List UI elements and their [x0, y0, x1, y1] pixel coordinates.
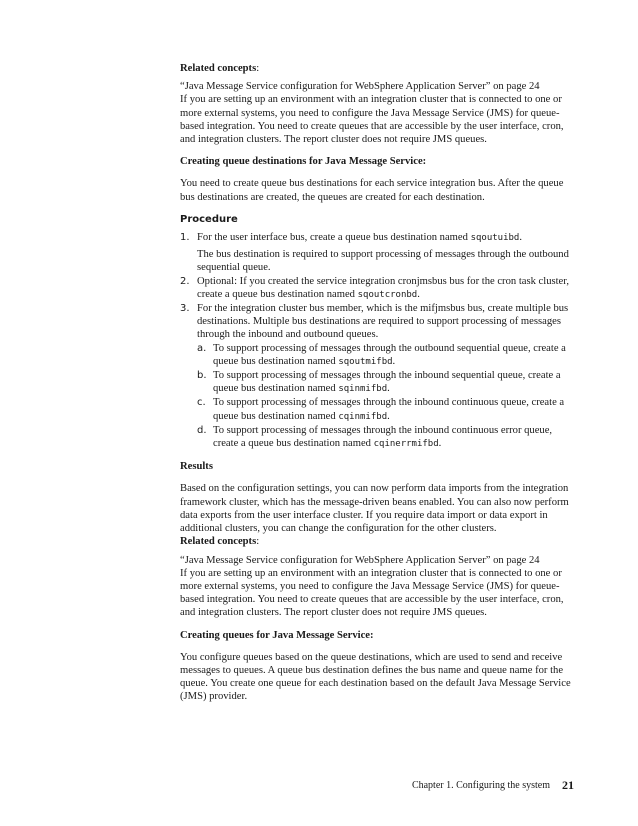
substep-code: sqoutmifbd	[338, 356, 393, 367]
related-concepts-label-2: Related concepts	[180, 536, 257, 548]
step-text-pre: For the user interface bus, create a queue bus destination named	[197, 232, 471, 244]
substep-a	[181, 342, 578, 369]
related-desc-1: If you are setting up an environment with an integration cluster that is connected to one or more external systems, you need to configure the Java Message Service (JMS) for queue-based integration. You need to create queues that are accessible by the user interface, cron, and integration clusters. The report cluster does not require JMS queues.	[180, 94, 564, 146]
substep-text	[213, 424, 578, 451]
procedure-step-2	[180, 275, 578, 302]
substep-text-post: .	[387, 383, 390, 395]
substep-text	[213, 369, 578, 396]
step-text: For the integration cluster bus member, which is the mifjmsbus bus, create multiple bus destinations. Multiple bus destinations are required to support processing of messages through the inbound and outbound queues.	[197, 303, 569, 341]
section-intro-queues: You configure queues based on the queue destinations, which are used to send and receive messages to queues. A queue bus destination defines the bus name and queue name for the queue. You create one queue for each destination based on the default Java Message Service (JMS) provider.	[180, 651, 571, 703]
related-concepts-heading-2	[180, 535, 578, 548]
step-text	[197, 275, 578, 302]
substep-text-post: .	[387, 410, 390, 422]
substep-b	[181, 369, 578, 396]
substep-code: cqinmifbd	[338, 411, 388, 422]
procedure-heading: Procedure	[180, 213, 238, 225]
substep-letter: d.	[197, 424, 207, 436]
procedure-step-1	[180, 231, 578, 275]
results-heading: Results	[180, 461, 213, 473]
step-code: sqoutcronbd	[357, 289, 418, 300]
substep-text	[213, 396, 578, 423]
step-text-post: .	[519, 232, 523, 244]
substep-text-post: .	[438, 438, 442, 450]
page-number: 21	[562, 778, 574, 792]
substep-c	[181, 396, 578, 423]
step-number: 2.	[180, 275, 190, 287]
substeps	[197, 342, 578, 452]
step-number: 1.	[180, 232, 190, 244]
step-text-post: .	[417, 288, 420, 300]
substep-letter: c.	[197, 397, 206, 409]
document-page	[180, 62, 578, 704]
substep-text-pre: To support processing of messages through the outbound sequential queue, create a queue bus destination named	[213, 342, 566, 367]
substep-text-pre: To support processing of messages through the inbound continuous error queue, create a queue bus destination named	[213, 424, 553, 450]
results-text: Based on the configuration settings, you can now perform data imports from the integration framework cluster, which has the message-driven beans enabled. You can also now perform data exports from the user interface cluster. If you require data import or data export in additional clusters, you can change the configuration for the other clusters.	[180, 483, 569, 535]
section-title-queues: Creating queues for Java Message Service:	[180, 629, 374, 641]
step-text-pre: Optional: If you created the service integration cronjmsbus bus for the cron task cluster, create a queue bus destination named	[197, 275, 570, 300]
substep-letter: a.	[197, 342, 207, 354]
related-link-2[interactable]: “Java Message Service configuration for WebSphere Application Server” on page 24	[180, 554, 540, 566]
footer-chapter: Chapter 1. Configuring the system	[411, 780, 550, 791]
page-footer	[0, 778, 638, 794]
substep-code: cqinerrmifbd	[373, 439, 439, 450]
related-concepts-heading-1	[180, 62, 578, 75]
section-title-queue-destinations: Creating queue destinations for Java Message Service:	[180, 156, 427, 168]
related-concepts-label-1: Related concepts	[180, 63, 257, 74]
substep-text-pre: To support processing of messages through the inbound sequential queue, create a queue bus destination named	[213, 370, 561, 395]
related-concepts-colon-1: :	[256, 63, 260, 74]
step-body: The bus destination is required to support processing of messages through the outbound sequential queue.	[197, 249, 569, 274]
procedure-steps	[180, 231, 578, 451]
section-intro-queue-destinations: You need to create queue bus destinations for each service integration bus. After the queue bus destinations are created, the queues are created for each destination.	[180, 178, 564, 203]
step-number: 3.	[180, 303, 190, 315]
substep-letter: b.	[197, 370, 207, 382]
step-text	[197, 231, 578, 245]
substep-text-post: .	[392, 355, 396, 367]
substep-text	[213, 342, 578, 369]
substep-code: sqinmifbd	[338, 384, 388, 395]
substep-d	[181, 424, 578, 451]
related-concepts-colon-2: :	[256, 536, 260, 548]
substep-text-pre: To support processing of messages through the inbound continuous queue, create a queue bus destination named	[213, 397, 565, 422]
step-code: sqoutuibd	[470, 233, 520, 244]
related-desc-2: If you are setting up an environment with an integration cluster that is connected to one or more external systems, you need to configure the Java Message Service (JMS) for queue-based integration. You need to create queues that are accessible by the user interface, cron, and integration clusters. The report cluster does not require JMS queues.	[180, 567, 564, 619]
related-link-1[interactable]: “Java Message Service configuration for WebSphere Application Server” on page 24	[180, 81, 540, 93]
procedure-step-3	[180, 302, 578, 451]
